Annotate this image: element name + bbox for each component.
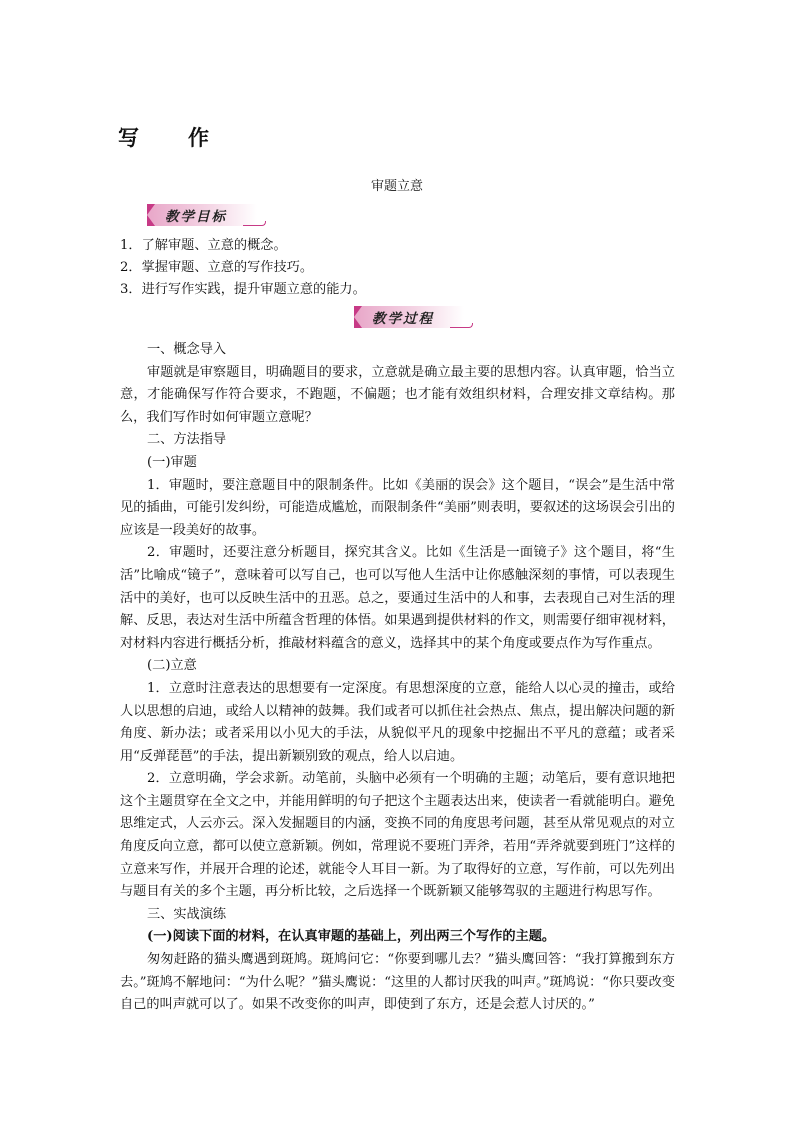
reading-material: 匆匆赶路的猫头鹰遇到斑鸠。斑鸠问它：“你要到哪儿去？”猫头鹰回答：“我打算搬到东方去。”斑鸠不解地问：“为什么呢？”猫头鹰说：“这里的人都讨厌我的叫声。”斑鸠说：“你只要改变自己的叫声就可以了。如果不改变你的叫声，即使到了东方，还是会惹人讨厌的。” bbox=[120, 952, 675, 1013]
subsection-heading: (一)审题 bbox=[147, 454, 197, 470]
paragraph: 1．立意时注意表达的思想要有一定深度。有思想深度的立意，能给人以心灵的撞击，或给人以思想的启迪，或给人以精神的鼓舞。我们或者可以抓住社会热点、焦点，提出解决问题的新角度、新办法；或者采用以小见大的手法，从貌似平凡的现象中挖掘出不平凡的意蕴；或者采用“反弹琵琶”的手法，提出新颖别致的观点，给人以启迪。 bbox=[120, 680, 675, 764]
goal-item: 3．进行写作实践，提升审题立意的能力。 bbox=[120, 282, 366, 297]
goal-item: 2．掌握审题、立意的写作技巧。 bbox=[120, 260, 314, 275]
section-heading: 二、方法指导 bbox=[147, 432, 227, 448]
section-heading: 三、实战演练 bbox=[147, 906, 227, 922]
page-title: 写 作 bbox=[118, 125, 223, 150]
paragraph: 2．立意明确，学会求新。动笔前，头脑中必须有一个明确的主题；动笔后，要有意识地把这个主题贯穿在全文之中，并能用鲜明的句子把这个主题表达出来，使读者一看就能明白。避免思维定式，人云亦云。深入发掘题目的内涵，变换不同的角度思考问题，甚至从常见观点的对立角度反向立意，都可以使立意新颖。例如，常理说不要班门弄斧，若用“弄斧就要到班门”这样的立意来写作，并展开合理的论述，就能令人耳目一新。为了取得好的立意，写作前，可以先列出与题目有关的多个主题，再分析比较，之后选择一个既新颖又能够驾驭的主题进行构思写作。 bbox=[120, 771, 675, 900]
teaching-goals-label: 教学目标 bbox=[165, 209, 227, 225]
paragraph: 1．审题时，要注意题目中的限制条件。比如《美丽的误会》这个题目，“误会”是生活中常见的插曲，可能引发纠纷，可能造成尴尬，而限制条件“美丽”则表明，要叙述的这场误会引出的应该是一段美好的故事。 bbox=[120, 477, 675, 538]
lesson-body bbox=[120, 339, 675, 1017]
teaching-goals-tag bbox=[147, 204, 265, 226]
paragraph: 2．审题时，还要注意分析题目，探究其含义。比如《生活是一面镜子》这个题目，将“生活”比喻成“镜子”，意味着可以写自己，也可以写他人生活中让你感触深刻的事情，可以表现生活中的美好，也可以反映生活中的丑恶。总之，要通过生活中的人和事，去表现自己对生活的理解、反思，表达对生活中所蕴含哲理的体悟。如果遇到提供材料的作文，则需要仔细审视材料，对材料内容进行概括分析，推敲材料蕴含的意义，选择其中的某个角度或要点作为写作重点。 bbox=[120, 545, 675, 651]
goal-item: 1．了解审题、立意的概念。 bbox=[120, 238, 287, 253]
exercise-task: (一)阅读下面的材料，在认真审题的基础上，列出两三个写作的主题。 bbox=[147, 929, 556, 945]
section-heading: 一、概念导入 bbox=[147, 342, 227, 357]
teaching-process-label: 教学过程 bbox=[372, 311, 434, 327]
subsection-heading: (二)立意 bbox=[147, 658, 197, 674]
lesson-subtitle: 审题立意 bbox=[370, 179, 423, 194]
teaching-process-tag bbox=[354, 306, 472, 328]
paragraph: 审题就是审察题目，明确题目的要求，立意就是确立最主要的思想内容。认真审题，恰当立意，才能确保写作符合要求，不跑题，不偏题；也才能有效组织材料，合理安排文章结构。那么，我们写作时如何审题立意呢？ bbox=[120, 364, 675, 425]
